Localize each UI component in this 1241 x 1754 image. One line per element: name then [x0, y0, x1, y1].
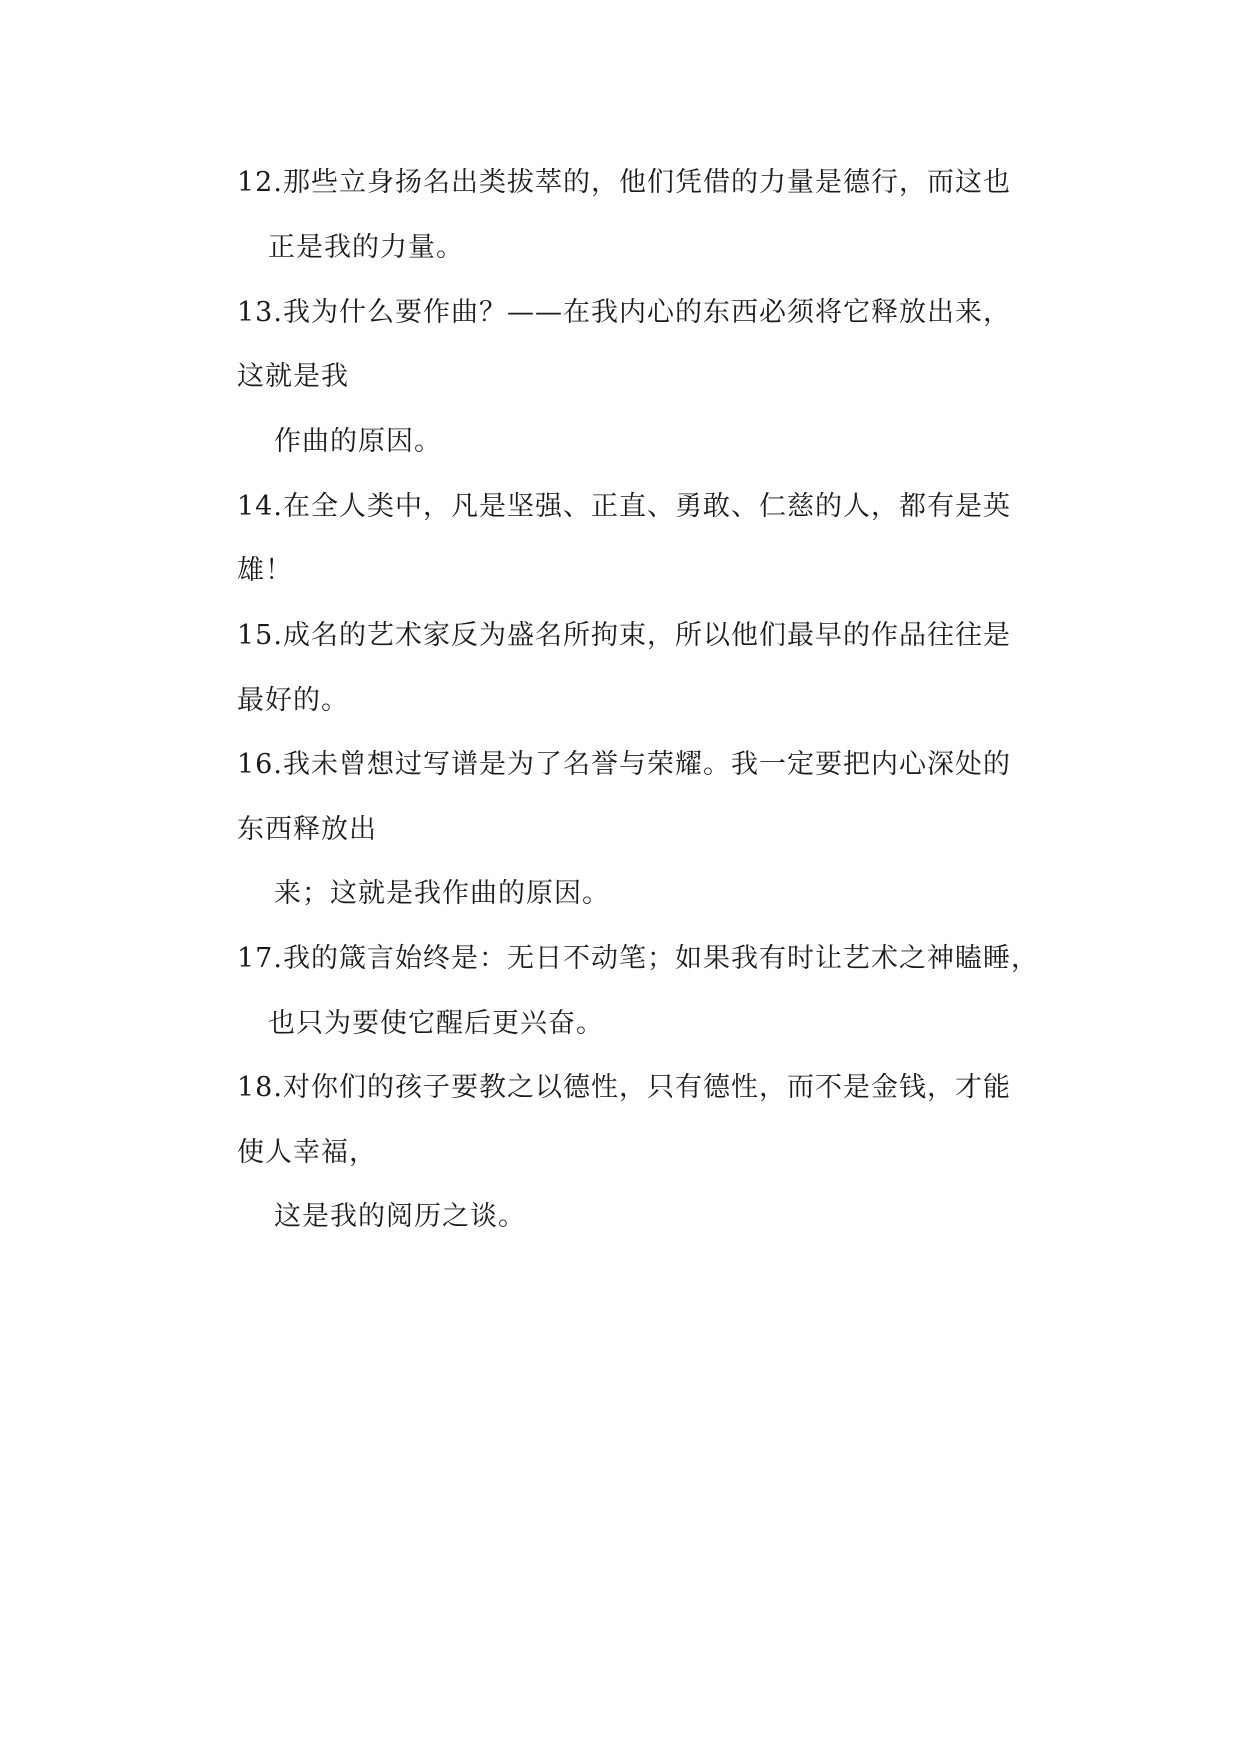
text-line: 作曲的原因。 [274, 426, 442, 457]
text-line: 13.我为什么要作曲？——在我内心的东西必须将它释放出来， [237, 297, 1011, 328]
text-line: 来；这就是我作曲的原因。 [274, 878, 610, 909]
text-line: 17.我的箴言始终是：无日不动笔；如果我有时让艺术之神瞌睡， [237, 943, 1039, 974]
text-line: 16.我未曾想过写谱是为了名誉与荣耀。我一定要把内心深处的 [237, 749, 1011, 780]
text-line: 14.在全人类中，凡是坚强、正直、勇敢、仁慈的人，都有是英 [237, 491, 1011, 522]
text-line: 东西释放出 [237, 814, 377, 845]
text-line: 18.对你们的孩子要教之以德性，只有德性，而不是金钱，才能 [237, 1072, 1011, 1103]
text-line: 这是我的阅历之谈。 [274, 1201, 526, 1232]
text-line: 正是我的力量。 [268, 232, 464, 263]
text-line: 也只为要使它醒后更兴奋。 [268, 1008, 604, 1039]
text-line: 15.成名的艺术家反为盛名所拘束，所以他们最早的作品往往是 [237, 620, 1011, 651]
text-line: 这就是我 [237, 361, 349, 392]
text-line: 雄！ [237, 555, 293, 586]
text-line: 最好的。 [237, 685, 349, 716]
text-line: 12.那些立身扬名出类拔萃的，他们凭借的力量是德行，而这也 [237, 167, 1011, 198]
text-line: 使人幸福， [237, 1137, 377, 1168]
